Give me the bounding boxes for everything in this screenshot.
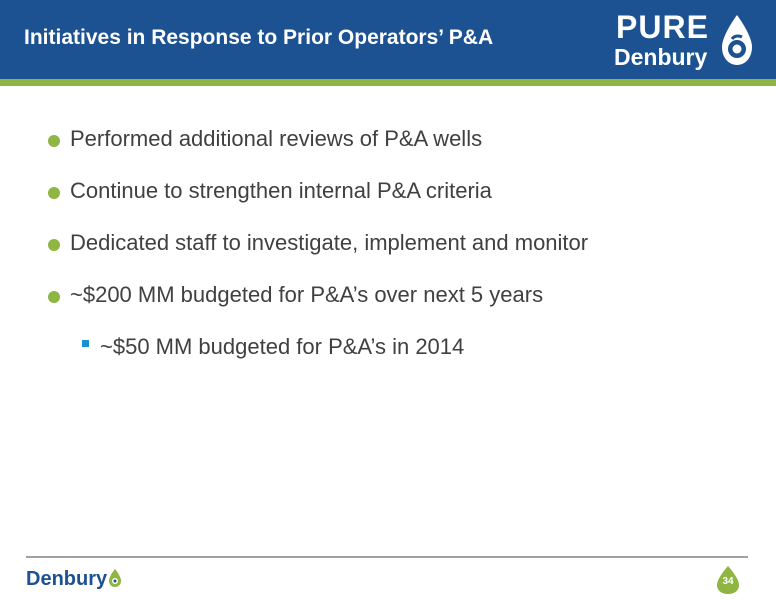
slide-title: Initiatives in Response to Prior Operators’ P&A [24,26,494,49]
bullet-dot-icon [48,187,60,199]
bullet-dot-icon [48,239,60,251]
bullet-list [48,126,748,374]
bullet-item [48,178,748,230]
page-number: 34 [722,576,734,587]
sub-bullet-text: ~$50 MM budgeted for P&A’s in 2014 [100,334,465,359]
header-bar [0,0,776,82]
bullet-text: Continue to strengthen internal P&A criteria [70,178,492,203]
bullet-text: Performed additional reviews of P&A wells [70,126,483,151]
footer-divider [26,556,748,558]
pure-denbury-logo [612,9,762,73]
logo-line-pure: PURE [616,9,709,45]
bullet-item [48,230,748,282]
bullet-item [48,126,748,178]
bullet-dot-icon [48,135,60,147]
bullet-dot-icon [48,291,60,303]
logo-line-denbury: Denbury [614,44,708,70]
header-accent-stripe [0,79,776,86]
denbury-drop-icon [107,568,123,588]
footer-logo-text: Denbury [26,568,108,590]
bullet-text: Dedicated staff to investigate, implement and monitor [70,230,589,255]
sub-bullet-item [48,334,748,374]
page-number-badge [715,565,741,595]
denbury-drop-icon [718,13,756,67]
bullet-item [48,282,748,334]
bullet-text: ~$200 MM budgeted for P&A’s over next 5 years [70,282,544,307]
sub-bullet-square-icon [82,340,89,347]
footer-denbury-logo [26,568,136,596]
